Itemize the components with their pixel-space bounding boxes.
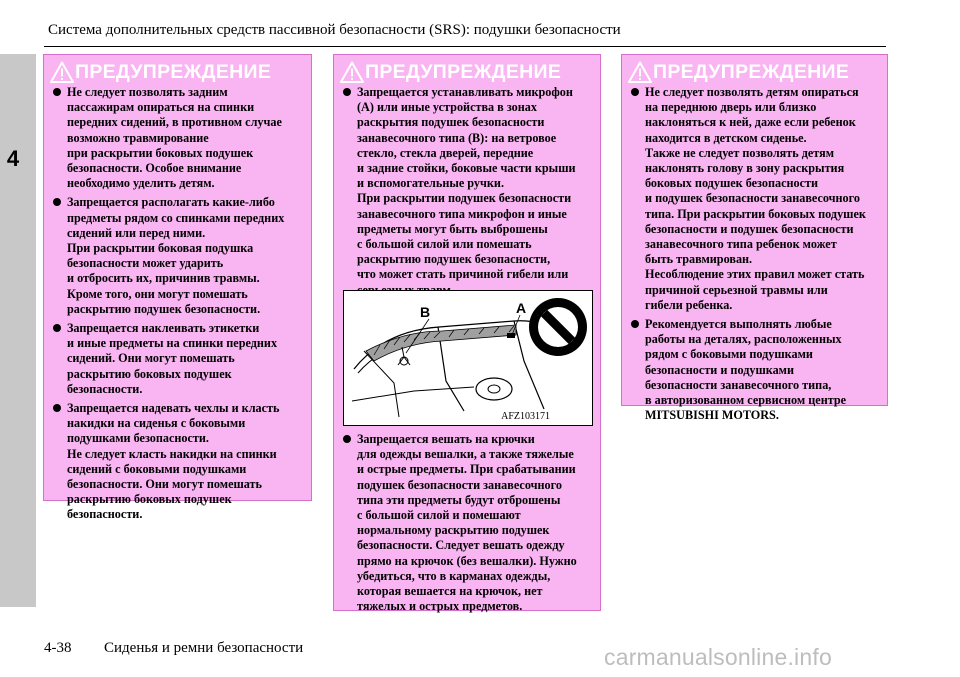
warning-text-line: с большой силой и помешают (357, 508, 521, 523)
warning-text-line: наклоняться к ней, даже если ребенок (645, 115, 856, 130)
header-rule (44, 46, 886, 47)
warning-triangle-icon (628, 61, 652, 83)
warning-title: ПРЕДУПРЕЖДЕНИЕ (365, 60, 562, 83)
warning-text-line: Запрещается наклеивать этикетки (67, 321, 260, 336)
warning-item (628, 317, 883, 423)
warning-text-line: раскрытию подушек безопасности. (67, 301, 261, 316)
warning-text-line: Также не следует позволять детям (645, 145, 835, 160)
chapter-side-tab (0, 54, 36, 607)
warning-title: ПРЕДУПРЕЖДЕНИЕ (653, 60, 850, 83)
warning-text-line: предметы могут быть выброшены (357, 221, 548, 236)
warning-triangle-icon (340, 61, 364, 83)
footer-section-title: Сиденья и ремни безопасности (104, 640, 304, 656)
warning-text-line: причиной серьезной травмы или (645, 282, 828, 297)
warning-text-line: Не следует позволять детям опираться (645, 85, 859, 99)
warning-text-line: которая вешается на крючок, нет (357, 584, 543, 599)
warning-text-line: и подушек безопасности занавесочного (645, 191, 860, 206)
warning-text-line: безопасности. Особое внимание (67, 161, 242, 176)
warning-text-line: безопасности. (67, 507, 143, 522)
warning-text-line: занавесочного типа ребенок может (645, 237, 837, 252)
bullet-icon (631, 320, 639, 328)
warning-text-line: типа эти предметы будут отброшены (357, 492, 561, 507)
car-interior-drawing (344, 291, 592, 425)
bullet-icon (343, 435, 351, 443)
warning-item (50, 401, 307, 523)
warning-text-line: и задние стойки, боковые части крыши (357, 161, 576, 176)
warning-text-line: MITSUBISHI MOTORS. (645, 408, 779, 423)
warning-text-line: Запрещается устанавливать микрофон (357, 85, 573, 99)
warning-text-line: безопасности. Следует вешать одежду (357, 538, 565, 553)
header-title: Система дополнительных средств пассивной безопасности (SRS): подушки безопасности (48, 22, 621, 38)
warning-text-line: раскрытию боковых подушек (67, 492, 232, 507)
warning-text-line: что может стать причиной гибели или (357, 267, 569, 282)
warning-text-line: с большой силой или помешать (357, 237, 532, 252)
warning-text-line: Не следует позволять задним (67, 85, 228, 99)
warning-item (50, 321, 307, 397)
chapter-number: 4 (6, 146, 20, 171)
warning-text-line: типа. При раскрытии боковых подушек (645, 206, 866, 221)
bullet-icon (53, 198, 61, 206)
warning-text-line: необходимо уделить детям. (67, 176, 215, 191)
warning-text-line: безопасности. Они могут помешать (67, 477, 262, 492)
warning-text-line: быть травмирован. (645, 252, 753, 267)
warning-panel-header (340, 59, 561, 85)
bullet-icon (53, 88, 61, 96)
warning-text-line: боковых подушек безопасности (645, 176, 819, 191)
warning-text-line: наклонять голову в зону раскрытия (645, 161, 845, 176)
warning-triangle-icon (50, 61, 74, 83)
warning-text-line: и отбросить их, причинив травмы. (67, 271, 260, 286)
warning-text-line: пассажирам опираться на спинки (67, 100, 255, 115)
warning-text-line: подушками безопасности. (67, 431, 209, 446)
warning-text-line: и вспомогательные ручки. (357, 176, 504, 191)
warning-text-line: на переднюю дверь или близко (645, 100, 817, 115)
warning-text-line: возможно травмирование (67, 130, 209, 145)
label-b: B (420, 304, 431, 320)
warning-title: ПРЕДУПРЕЖДЕНИЕ (75, 60, 272, 83)
warning-item (340, 432, 596, 614)
warning-text-line: раскрытия подушек безопасности (357, 115, 545, 130)
warning-text-line: прямо на крючок (без вешалки). Нужно (357, 553, 577, 568)
warning-text-line: сидений. Они могут помешать (67, 351, 235, 366)
warning-text-line: тяжелых и острых предметов. (357, 599, 523, 614)
warning-text-line: в авторизованном сервисном центре (645, 393, 847, 408)
warning-item (50, 85, 307, 191)
warning-text-line: нормальному раскрытию подушек (357, 523, 550, 538)
warning-text-line: безопасности занавесочного типа, (645, 377, 832, 392)
warning-text-line: безопасности и подушками (645, 362, 795, 377)
warning-panel-3 (621, 54, 888, 423)
warning-text-line: раскрытию боковых подушек (67, 366, 232, 381)
warning-text-line: для одежды вешалки, а также тяжелые (357, 447, 574, 462)
bullet-icon (631, 88, 639, 96)
warning-text-line: предметы рядом со спинками передних (67, 210, 285, 225)
warning-panel-header (50, 59, 271, 85)
bullet-icon (343, 88, 351, 96)
warning-text-line: стекло, стекла дверей, передние (357, 145, 534, 160)
label-a: A (516, 300, 527, 316)
warning-items-bottom (340, 432, 596, 618)
warning-text-line: Запрещается вешать на крючки (357, 432, 535, 446)
warning-item (50, 195, 307, 317)
warning-text-line: сидений или перед ними. (67, 225, 206, 240)
warning-items (50, 85, 307, 527)
warning-text-line: передних сидений, в противном случае (67, 115, 282, 130)
warning-text-line: безопасности. (67, 381, 143, 396)
warning-text-line: и острые предметы. При срабатывании (357, 462, 576, 477)
warning-text-line: Запрещается надевать чехлы и класть (67, 401, 280, 416)
warning-text-line: сидений с боковыми подушками (67, 461, 247, 476)
prohibition-sign-icon (529, 298, 587, 356)
warning-items-top (340, 85, 596, 302)
warning-text-line: Несоблюдение этих правил может стать (645, 267, 865, 282)
warning-item (340, 85, 596, 298)
bullet-icon (53, 324, 61, 332)
warning-text-line: рядом с боковыми подушками (645, 347, 813, 362)
warning-text-line: Кроме того, они могут помешать (67, 286, 248, 301)
warning-text-line: безопасности может ударить (67, 256, 224, 271)
warning-text-line: раскрытию подушек безопасности, (357, 252, 551, 267)
warning-text-line: При раскрытии подушек безопасности (357, 191, 572, 206)
warning-text-line: безопасности и подушек безопасности (645, 221, 854, 236)
warning-text-line: гибели ребенка. (645, 297, 733, 312)
warning-text-line: Не следует класть накидки на спинки (67, 446, 277, 461)
warning-text-line: находится в детском сиденье. (645, 130, 807, 145)
watermark: carmanualsonline.info (604, 644, 832, 670)
warning-text-line: При раскрытии боковая подушка (67, 241, 254, 256)
warning-text-line: занавесочного типа микрофон и иные (357, 206, 567, 221)
warning-panel-1 (43, 54, 312, 522)
figure-code: AFZ103171 (501, 411, 550, 422)
warning-text-line: (A) или иные устройства в зонах (357, 100, 537, 115)
bullet-icon (53, 404, 61, 412)
warning-text-line: Рекомендуется выполнять любые (645, 317, 832, 332)
warning-panel-header (628, 59, 849, 85)
warning-text-line: накидки на сиденья с боковыми (67, 416, 246, 431)
warning-text-line: занавесочного типа (B): на ветровое (357, 130, 557, 145)
warning-text-line: и иные предметы на спинки передних (67, 336, 278, 351)
warning-items (628, 85, 883, 427)
warning-item (628, 85, 883, 313)
warning-text-line: подушек безопасности занавесочного (357, 477, 562, 492)
footer-page-number: 4-38 (44, 640, 72, 656)
warning-text-line: работы на деталях, расположенных (645, 332, 842, 347)
warning-text-line: при раскрытии боковых подушек (67, 145, 254, 160)
warning-text-line: убедиться, что в карманах одежды, (357, 568, 551, 583)
prohibition-illustration (343, 290, 593, 426)
warning-text-line: Запрещается располагать какие-либо (67, 195, 275, 210)
